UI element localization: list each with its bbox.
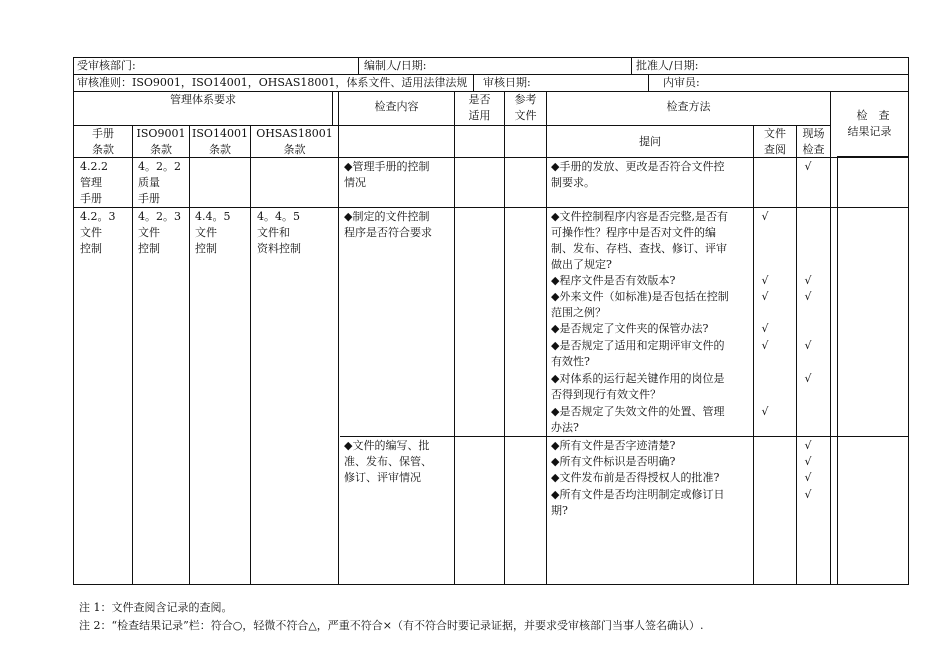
manual-clause-header-1: 手册 [92, 127, 114, 140]
question-text: 制、发布、存档、查找、修订、评审 [551, 242, 727, 255]
footnote-2: 注 2：“检查结果记录”栏：符合○，轻微不符合△，严重不符合×（有不符合时要记录证据，并要求受审核部门当事人签名确认）. [79, 619, 704, 632]
site-check-mark: √ [804, 439, 812, 452]
site-check-mark: √ [804, 488, 812, 501]
approver-date-label: 批准人/日期: [636, 59, 699, 72]
check-content: ◆管理手册的控制 [344, 160, 430, 173]
result-header-2: 结果记录 [847, 125, 892, 138]
iso9001-clause: 控制 [138, 242, 160, 255]
site-check-header-1: 现场 [802, 127, 825, 140]
col-line [837, 156, 838, 585]
check-content: ◆文件的编写、批 [344, 439, 430, 452]
iso9001-header-1: ISO9001 [136, 127, 186, 140]
question-text: ◆手册的发放、更改是否符合文件控 [551, 160, 725, 173]
iso9001-clause: 4。2。3 [138, 210, 181, 223]
col-line [648, 74, 649, 91]
iso14001-clause: 4.4。5 [195, 210, 231, 223]
doc-review-header-1: 文件 [764, 127, 786, 140]
ohsas-clause: 4。4。5 [257, 210, 300, 223]
applicable-header-1: 是否 [468, 93, 491, 106]
question-text: 范围之例？ [551, 306, 606, 319]
check-content: 修订、评审情况 [344, 471, 421, 484]
question-text: ◆是否规定了失效文件的处置、管理 [551, 405, 725, 418]
table-border-top [73, 57, 909, 58]
question-text: 办法? [551, 421, 579, 434]
iso9001-header-2: 条款 [150, 143, 172, 156]
col-line [631, 57, 632, 74]
footnote-1: 注 1：文件查阅含记录的查阅。 [79, 601, 233, 614]
site-check-mark: √ [804, 339, 812, 352]
site-check-mark: √ [804, 290, 812, 303]
question-text: ◆是否规定了文件夹的保管办法? [551, 322, 709, 335]
doc-review-mark: √ [761, 274, 769, 287]
col-line [358, 57, 359, 74]
col-line [250, 125, 251, 585]
question-text: ◆所有文件是否均注明制定或修订日 [551, 488, 725, 501]
editor-date-label: 编制人/日期: [364, 59, 427, 72]
site-check-header-2: 检查 [802, 143, 825, 156]
iso9001-clause: 手册 [138, 192, 160, 205]
col-line [332, 91, 333, 125]
manual-clause: 4.2.2 [80, 160, 108, 173]
check-method-header: 检查方法 [666, 100, 711, 113]
ohsas-clause: 资料控制 [257, 242, 301, 255]
row-line [340, 436, 909, 437]
col-line [796, 125, 797, 585]
iso14001-header-1: ISO14001 [192, 127, 248, 140]
col-line [338, 91, 339, 585]
question-text: ◆所有文件是否字迹清楚? [551, 439, 676, 452]
doc-review-mark: √ [761, 405, 769, 418]
col-line [473, 74, 474, 91]
col-line [454, 91, 455, 585]
question-text: ◆程序文件是否有效版本? [551, 274, 676, 287]
site-check-mark: √ [804, 455, 812, 468]
internal-auditor-label: 内审员: [663, 76, 700, 89]
check-content-header: 检查内容 [374, 100, 419, 113]
col-line [753, 125, 754, 585]
question-text: 做出了规定? [551, 258, 612, 271]
check-content: 准、发布、保管、 [344, 455, 432, 468]
question-text: 否得到现行有效文件？ [551, 388, 661, 401]
question-text: ◆文件发布前是否得授权人的批准? [551, 471, 720, 484]
iso9001-clause: 4。2。2 [138, 160, 181, 173]
site-check-mark: √ [804, 160, 812, 173]
question-text: ◆外来文件（如标准)是否包括在控制 [551, 290, 729, 303]
manual-clause-header-2: 条款 [92, 143, 114, 156]
table-border-bottom [73, 584, 909, 585]
site-check-mark: √ [804, 471, 812, 484]
reference-header-1: 参考 [514, 93, 537, 106]
col-line [546, 91, 547, 585]
ohsas-header-2: 条款 [283, 143, 306, 156]
audited-dept-label: 受审核部门: [77, 59, 136, 72]
doc-review-mark: √ [761, 339, 769, 352]
question-text: ◆对体系的运行起关键作用的岗位是 [551, 372, 725, 385]
col-line [830, 91, 831, 585]
check-content: ◆制定的文件控制 [344, 210, 430, 223]
site-check-mark: √ [804, 372, 812, 385]
col-line [189, 125, 190, 585]
reference-header-2: 文件 [514, 109, 537, 122]
manual-clause: 文件 [80, 226, 102, 239]
question-text: 可操作性？程序中是否对文件的编 [551, 226, 716, 239]
ohsas-clause: 文件和 [257, 226, 290, 239]
col-line [132, 125, 133, 585]
check-content: 情况 [344, 176, 366, 189]
ohsas-header-1: OHSAS18001 [256, 127, 333, 140]
question-text: 有效性? [551, 355, 590, 368]
iso9001-clause: 质量 [138, 176, 160, 189]
manual-clause: 管理 [80, 176, 102, 189]
iso14001-clause: 控制 [195, 242, 217, 255]
audit-criteria-label: 审核准则：ISO9001，ISO14001，OHSAS18001，体系文件、适用法律法规 [77, 76, 468, 89]
question-text: ◆是否规定了适用和定期评审文件的 [551, 339, 725, 352]
question-text: 制要求。 [551, 176, 595, 189]
site-check-mark: √ [804, 274, 812, 287]
doc-review-mark: √ [761, 290, 769, 303]
audit-date-label: 审核日期: [483, 76, 531, 89]
iso14001-clause: 文件 [195, 226, 217, 239]
doc-review-mark: √ [761, 322, 769, 335]
question-header: 提问 [639, 135, 661, 148]
row-line [73, 207, 909, 208]
question-text: ◆所有文件标识是否明确? [551, 455, 676, 468]
iso9001-clause: 文件 [138, 226, 160, 239]
question-text: ◆文件控制程序内容是否完整,是否有 [551, 210, 728, 223]
applicable-header-2: 适用 [468, 109, 491, 122]
iso14001-header-2: 条款 [209, 143, 231, 156]
col-line [504, 91, 505, 585]
question-text: 期? [551, 504, 568, 517]
manual-clause: 手册 [80, 192, 102, 205]
mgmt-req-header: 管理体系要求 [170, 93, 236, 106]
doc-review-header-2: 查阅 [764, 143, 786, 156]
manual-clause: 4.2。3 [80, 210, 116, 223]
result-header-1: 检 查 [856, 109, 890, 122]
doc-review-mark: √ [761, 210, 769, 223]
check-content: 程序是否符合要求 [344, 226, 432, 239]
table-border-right [908, 57, 909, 585]
manual-clause: 控制 [80, 242, 102, 255]
